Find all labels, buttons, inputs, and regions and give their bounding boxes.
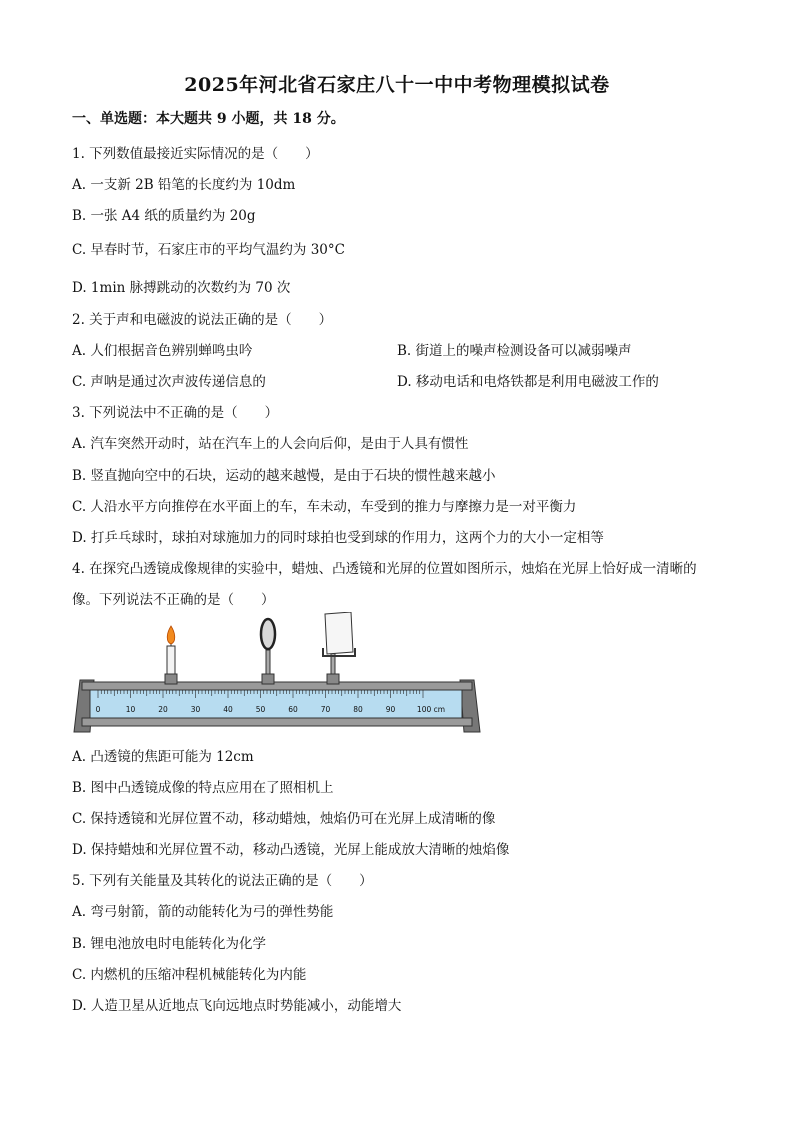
q5-option-a: A. 弯弓射箭，箭的动能转化为弓的弹性势能 <box>72 904 334 920</box>
ruler-tick-label: 60 <box>288 705 298 714</box>
q4-option-b: B. 图中凸透镜成像的特点应用在了照相机上 <box>72 780 334 796</box>
candle <box>165 626 177 684</box>
convex-lens <box>261 619 275 684</box>
q4-option-a: A. 凸透镜的焦距可能为 12cm <box>72 749 254 765</box>
ruler-tick-label: 90 <box>385 705 396 714</box>
light-screen <box>323 612 355 684</box>
ruler-tick-label: 10 <box>125 705 136 714</box>
q1-option-b: B. 一张 A4 纸的质量约为 20g <box>72 208 256 224</box>
ruler-tick-label: 80 <box>353 705 363 714</box>
q4-option-c: C. 保持透镜和光屏位置不动，移动蜡烛，烛焰仍可在光屏上成清晰的像 <box>72 811 496 827</box>
optical-bench-figure <box>72 612 482 734</box>
q2-option-a: A. 人们根据音色辨别蝉鸣虫吟 <box>72 343 253 359</box>
q2-option-d: D. 移动电话和电烙铁都是利用电磁波工作的 <box>397 374 659 390</box>
q5-option-d: D. 人造卫星从近地点飞向远地点时势能减小，动能增大 <box>72 998 402 1014</box>
ruler-tick-label: 40 <box>223 705 233 714</box>
ruler-body <box>90 690 462 718</box>
q5-option-c: C. 内燃机的压缩冲程机械能转化为内能 <box>72 967 307 983</box>
page-title: 2025年河北省石家庄八十一中中考物理模拟试卷 <box>184 74 610 96</box>
section-heading: 一、单选题：本大题共 9 小题，共 18 分。 <box>72 111 345 127</box>
q4-stem-line2: 像。下列说法不正确的是（ ） <box>72 592 275 608</box>
q5-stem: 5. 下列有关能量及其转化的说法正确的是（ ） <box>72 873 373 889</box>
q2-stem: 2. 关于声和电磁波的说法正确的是（ ） <box>72 312 333 328</box>
q1-option-c: C. 早春时节，石家庄市的平均气温约为 30°C <box>72 242 345 258</box>
bench-rail-top <box>82 682 472 690</box>
ruler-tick-label: 0 <box>95 705 101 714</box>
q1-option-a: A. 一支新 2B 铅笔的长度约为 10dm <box>72 177 296 193</box>
q4-option-d: D. 保持蜡烛和光屏位置不动，移动凸透镜，光屏上能成放大清晰的烛焰像 <box>72 842 510 858</box>
q2-option-c: C. 声呐是通过次声波传递信息的 <box>72 374 266 390</box>
ruler-tick-label: 30 <box>190 705 201 714</box>
q3-option-a: A. 汽车突然开动时，站在汽车上的人会向后仰，是由于人具有惯性 <box>72 436 469 452</box>
q1-option-d: D. 1min 脉搏跳动的次数约为 70 次 <box>72 280 291 296</box>
ruler-tick-label: 50 <box>255 705 266 714</box>
q3-stem: 3. 下列说法中不正确的是（ ） <box>72 405 279 421</box>
ruler-tick-label: 20 <box>158 705 168 714</box>
bench-rail-bottom <box>82 718 472 726</box>
ruler-tick-label: 70 <box>320 705 331 714</box>
q4-stem-line1: 4. 在探究凸透镜成像规律的实验中，蜡烛、凸透镜和光屏的位置如图所示，烛焰在光屏上恰好成一清晰的 <box>72 561 697 577</box>
q1-stem: 1. 下列数值最接近实际情况的是（ ） <box>72 146 319 162</box>
ruler-tick-label: 100 cm <box>416 705 446 714</box>
candle-flame <box>167 626 175 644</box>
q2-option-b: B. 街道上的噪声检测设备可以减弱噪声 <box>397 343 632 359</box>
q3-option-b: B. 竖直抛向空中的石块，运动的越来越慢，是由于石块的惯性越来越小 <box>72 468 496 484</box>
q3-option-d: D. 打乒乓球时，球拍对球施加力的同时球拍也受到球的作用力，这两个力的大小一定相等 <box>72 530 604 546</box>
q3-option-c: C. 人沿水平方向推停在水平面上的车，车未动，车受到的推力与摩擦力是一对平衡力 <box>72 499 577 515</box>
q5-option-b: B. 锂电池放电时电能转化为化学 <box>72 936 267 952</box>
